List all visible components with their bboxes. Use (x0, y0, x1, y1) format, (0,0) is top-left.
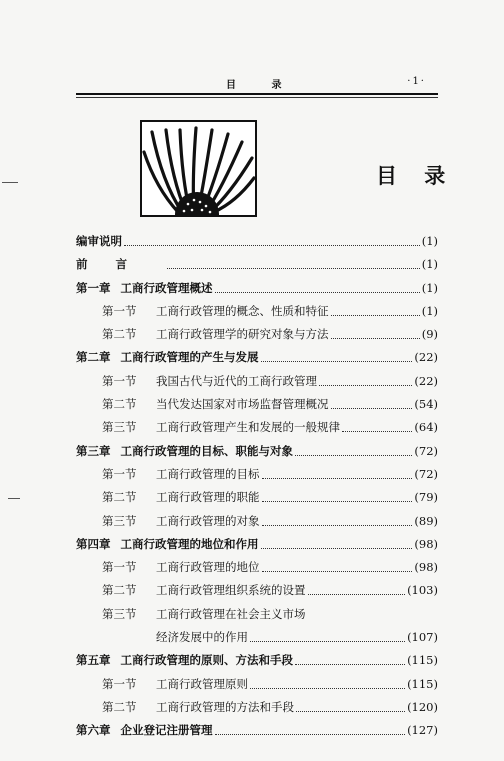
toc-entry (76, 513, 438, 536)
toc-page-number: (54) (414, 397, 438, 412)
toc-entry (76, 326, 438, 349)
toc-entry-title: 工商行政管理的概念、性质和特征 (156, 303, 329, 318)
toc-entry-title: 编审说明 (76, 234, 122, 248)
margin-mark (8, 498, 20, 499)
toc-page-number: (120) (407, 699, 438, 714)
toc-entry (76, 722, 438, 745)
toc-page-number: (22) (414, 373, 438, 388)
section-number: 第二节 (102, 490, 137, 505)
margin-mark (2, 182, 18, 183)
toc-page-number: (22) (414, 350, 438, 365)
section-number: 第一节 (102, 303, 137, 318)
toc-entry-title: 工商行政管理的原则、方法和手段 (120, 653, 293, 668)
running-header-title: 目 录 (226, 80, 298, 91)
toc-page-number: (127) (407, 723, 438, 738)
page-number: ·1· (407, 76, 426, 87)
toc-entry (76, 536, 438, 559)
toc-entry-title: 工商行政管理的产生与发展 (120, 350, 259, 365)
running-header (76, 76, 438, 90)
toc-page-number: (9) (421, 327, 438, 342)
toc-entry-title: 工商行政管理的地位 (156, 560, 260, 575)
toc-entry (76, 419, 438, 442)
table-of-contents (76, 233, 438, 746)
dot-leader (319, 373, 412, 386)
toc-entry (76, 280, 438, 303)
section-number: 第二节 (102, 327, 137, 342)
toc-entry-title: 我国古代与近代的工商行政管理 (156, 373, 317, 388)
toc-page-number: (1) (421, 303, 438, 318)
toc-entry-title: 工商行政管理的目标 (156, 466, 260, 481)
toc-page-number: (89) (414, 513, 438, 528)
dot-leader (250, 676, 405, 689)
dot-leader (342, 419, 412, 432)
chapter-number: 第六章 (76, 723, 111, 738)
chapter-number: 第一章 (76, 280, 111, 295)
toc-page-number: (72) (414, 443, 438, 458)
toc-entry-title: 工商行政管理的方法和手段 (156, 699, 294, 714)
toc-entry (76, 466, 438, 489)
toc-entry (76, 606, 438, 629)
section-number: 第三节 (102, 420, 137, 435)
toc-entry (76, 303, 438, 326)
chapter-number: 第四章 (76, 536, 111, 551)
dot-leader (331, 326, 420, 339)
toc-entry-title: 工商行政管理概述 (120, 280, 213, 295)
section-number: 第一节 (102, 560, 137, 575)
section-number: 第一节 (102, 466, 137, 481)
dot-leader (295, 652, 405, 665)
dot-leader (167, 256, 420, 269)
toc-page-number: (115) (407, 653, 438, 668)
section-number: 第三节 (102, 606, 137, 621)
page-title: 目 录 (376, 163, 456, 188)
sunburst-icon (142, 122, 255, 215)
toc-entry-title: 工商行政管理产生和发展的一般规律 (156, 420, 340, 435)
toc-entry-title: 工商行政管理的目标、职能与对象 (120, 443, 293, 458)
toc-entry-title: 当代发达国家对市场监督管理概况 (156, 397, 329, 412)
toc-entry (76, 559, 438, 582)
toc-entry (76, 256, 438, 279)
section-number: 第二节 (102, 699, 137, 714)
dot-leader (331, 396, 413, 409)
toc-entry (76, 676, 438, 699)
toc-entry (76, 396, 438, 419)
toc-entry (76, 582, 438, 605)
decorative-sunburst-emblem (140, 120, 257, 217)
toc-entry (76, 349, 438, 372)
chapter-number: 前言 (76, 257, 155, 272)
toc-entry-title: 工商行政管理的对象 (156, 513, 260, 528)
dot-leader (262, 513, 413, 526)
dot-leader (215, 280, 420, 293)
dot-leader (250, 629, 405, 642)
dot-leader (215, 722, 406, 735)
toc-entry (76, 443, 438, 466)
toc-page-number: (1) (421, 257, 438, 272)
toc-page-number: (1) (421, 280, 438, 295)
toc-entry-title: 企业登记注册管理 (120, 723, 213, 738)
toc-page-number: (98) (414, 560, 438, 575)
toc-entry (76, 652, 438, 675)
toc-entry-title: 工商行政管理的地位和作用 (120, 536, 259, 551)
section-number: 第一节 (102, 373, 137, 388)
dot-leader (262, 489, 413, 502)
section-number: 第二节 (102, 397, 137, 412)
toc-entry-title: 工商行政管理原则 (156, 676, 248, 691)
chapter-number: 第五章 (76, 653, 111, 668)
toc-entry-title: 工商行政管理的职能 (156, 490, 260, 505)
dot-leader (331, 303, 420, 316)
toc-entry (76, 233, 438, 256)
toc-entry-title: 工商行政管理在社会主义市场 (156, 606, 306, 621)
header-rule (76, 93, 438, 95)
section-number: 第三节 (102, 513, 137, 528)
dot-leader (124, 233, 420, 246)
toc-page-number: (64) (414, 420, 438, 435)
dot-leader (296, 699, 405, 712)
toc-entry-title: 工商行政管理学的研究对象与方法 (156, 327, 329, 342)
chapter-number: 第二章 (76, 350, 111, 365)
toc-page-number: (98) (414, 536, 438, 551)
toc-entry-title: 经济发展中的作用 (156, 630, 248, 645)
toc-entry (76, 373, 438, 396)
toc-page-number: (72) (414, 466, 438, 481)
toc-entry (76, 629, 438, 652)
toc-page-number: (115) (407, 676, 438, 691)
toc-page-number: (103) (407, 583, 438, 598)
toc-entry (76, 489, 438, 512)
dot-leader (262, 559, 413, 572)
dot-leader (261, 349, 413, 362)
chapter-number: 第三章 (76, 443, 111, 458)
dot-leader (262, 466, 413, 479)
dot-leader (308, 582, 406, 595)
toc-page-number: (107) (407, 630, 438, 645)
toc-entry-title: 工商行政管理组织系统的设置 (156, 583, 306, 598)
header-rule-thin (76, 97, 438, 98)
toc-page-number: (1) (421, 234, 438, 248)
section-number: 第一节 (102, 676, 137, 691)
dot-leader (295, 443, 412, 456)
toc-page-number: (79) (414, 490, 438, 505)
section-number: 第二节 (102, 583, 137, 598)
toc-entry (76, 699, 438, 722)
dot-leader (261, 536, 413, 549)
